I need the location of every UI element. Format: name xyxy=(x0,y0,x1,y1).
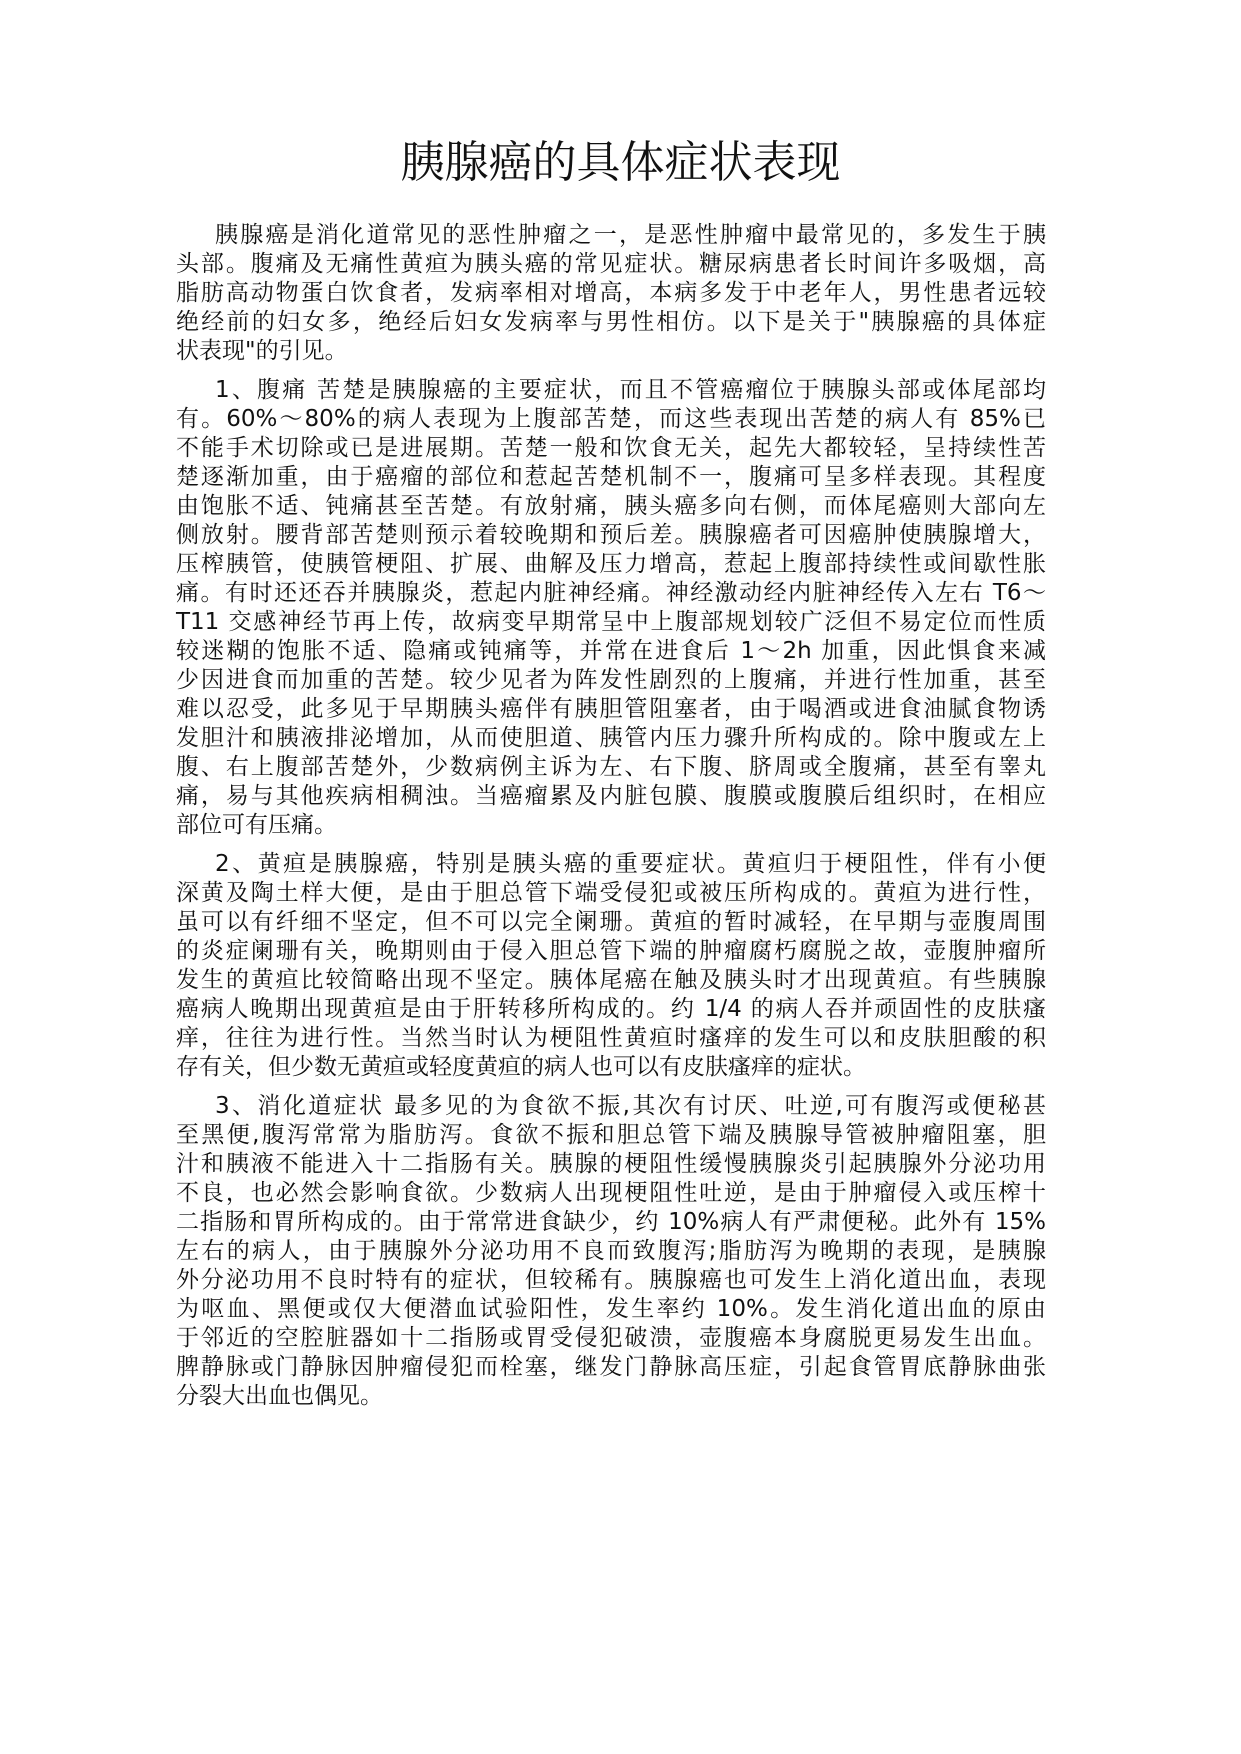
paragraph-line: 汁和胰液不能进入十二指肠有关。胰腺的梗阻性缓慢胰腺炎引起胰腺外分泌功用 xyxy=(176,1151,1046,1177)
paragraph-line: 发胆汁和胰液排泌增加，从而使胆道、胰管内压力骤升所构成的。除中腹或左上 xyxy=(176,725,1046,751)
paragraph-line: 脂肪高动物蛋白饮食者，发病率相对增高，本病多发于中老年人，男性患者远较 xyxy=(176,280,1046,306)
paragraph-line: 深黄及陶土样大便，是由于胆总管下端受侵犯或被压所构成的。黄疸为进行性， xyxy=(176,880,1046,906)
paragraph-line: 于邻近的空腔脏器如十二指肠或胃受侵犯破溃，壶腹癌本身腐脱更易发生出血。 xyxy=(176,1325,1046,1351)
paragraph-line: 虽可以有纤细不坚定，但不可以完全阑珊。黄疸的暂时减轻，在早期与壶腹周围 xyxy=(176,909,1046,935)
paragraph-line: 压榨胰管，使胰管梗阻、扩展、曲解及压力增高，惹起上腹部持续性或间歇性胀 xyxy=(176,551,1046,577)
paragraph-line: 1、腹痛 苦楚是胰腺癌的主要症状，而且不管癌瘤位于胰腺头部或体尾部均 xyxy=(215,377,1046,403)
paragraph-line: 头部。腹痛及无痛性黄疸为胰头癌的常见症状。糖尿病患者长时间许多吸烟，高 xyxy=(176,251,1046,277)
paragraph-line: 外分泌功用不良时特有的症状，但较稀有。胰腺癌也可发生上消化道出血，表现 xyxy=(176,1267,1046,1293)
paragraph-line: 至黑便,腹泻常常为脂肪泻。食欲不振和胆总管下端及胰腺导管被肿瘤阻塞，胆 xyxy=(176,1122,1046,1148)
paragraph-line: 侧放射。腰背部苦楚则预示着较晚期和预后差。胰腺癌者可因癌肿使胰腺增大， xyxy=(176,522,1046,548)
paragraph-line: 痛。有时还还吞并胰腺炎，惹起内脏神经痛。神经激动经内脏神经传入左右 T6～ xyxy=(176,580,1046,606)
paragraph-line: 较迷糊的饱胀不适、隐痛或钝痛等，并常在进食后 1～2h 加重，因此惧食来减 xyxy=(176,638,1046,664)
paragraph-2 xyxy=(176,850,1046,1082)
paragraph-line: 少因进食而加重的苦楚。较少见者为阵发性剧烈的上腹痛，并进行性加重，甚至 xyxy=(176,667,1046,693)
paragraph-line: 癌病人晚期出现黄疸是由于肝转移所构成的。约 1/4 的病人吞并顽固性的皮肤瘙 xyxy=(176,996,1046,1022)
paragraph-line: 有。60%～80%的病人表现为上腹部苦楚，而这些表现出苦楚的病人有 85%已 xyxy=(176,406,1046,432)
paragraph-line: 存有关，但少数无黄疸或轻度黄疸的病人也可以有皮肤瘙痒的症状。 xyxy=(176,1054,866,1080)
paragraph-line: 痛，易与其他疾病相稠浊。当癌瘤累及内脏包膜、腹膜或腹膜后组织时，在相应 xyxy=(176,783,1046,809)
paragraph-line: 2、黄疸是胰腺癌，特别是胰头癌的重要症状。黄疸归于梗阻性，伴有小便 xyxy=(215,851,1046,877)
paragraph-line: 不能手术切除或已是进展期。苦楚一般和饮食无关，起先大都较轻，呈持续性苦 xyxy=(176,435,1046,461)
paragraph-line: 绝经前的妇女多，绝经后妇女发病率与男性相仿。以下是关于"胰腺癌的具体症 xyxy=(176,309,1046,335)
paragraph-line: 不良，也必然会影响食欲。少数病人出现梗阻性吐逆，是由于肿瘤侵入或压榨十 xyxy=(176,1180,1046,1206)
paragraph-line: 3、消化道症状 最多见的为食欲不振,其次有讨厌、吐逆,可有腹泻或便秘甚 xyxy=(215,1093,1046,1119)
paragraph-1 xyxy=(176,376,1046,840)
paragraph-line: 二指肠和胃所构成的。由于常常进食缺少，约 10%病人有严肃便秘。此外有 15% xyxy=(176,1209,1046,1235)
paragraph-line: 发生的黄疸比较简略出现不坚定。胰体尾癌在触及胰头时才出现黄疸。有些胰腺 xyxy=(176,967,1046,993)
document-title: 胰腺癌的具体症状表现 xyxy=(400,137,841,188)
paragraph-0 xyxy=(176,221,1046,366)
paragraph-line: 为呕血、黑便或仅大便潜血试验阳性，发生率约 10%。发生消化道出血的原由 xyxy=(176,1296,1046,1322)
paragraph-line: 难以忍受，此多见于早期胰头癌伴有胰胆管阻塞者，由于喝酒或进食油腻食物诱 xyxy=(176,696,1046,722)
paragraph-line: T11 交感神经节再上传，故病变早期常呈中上腹部规划较广泛但不易定位而性质 xyxy=(176,609,1046,635)
paragraph-line: 左右的病人，由于胰腺外分泌功用不良而致腹泻;脂肪泻为晚期的表现，是胰腺 xyxy=(176,1238,1046,1264)
document-body xyxy=(176,221,1046,1421)
paragraph-line: 脾静脉或门静脉因肿瘤侵犯而栓塞，继发门静脉高压症，引起食管胃底静脉曲张 xyxy=(176,1354,1046,1380)
paragraph-line: 状表现"的引见。 xyxy=(176,338,348,364)
paragraph-line: 胰腺癌是消化道常见的恶性肿瘤之一，是恶性肿瘤中最常见的，多发生于胰 xyxy=(215,222,1046,248)
paragraph-line: 部位可有压痛。 xyxy=(176,812,337,838)
paragraph-3 xyxy=(176,1092,1046,1411)
paragraph-line: 痒，往往为进行性。当然当时认为梗阻性黄疸时瘙痒的发生可以和皮肤胆酸的积 xyxy=(176,1025,1046,1051)
paragraph-line: 楚逐渐加重，由于癌瘤的部位和惹起苦楚机制不一，腹痛可呈多样表现。其程度 xyxy=(176,464,1046,490)
paragraph-line: 腹、右上腹部苦楚外，少数病例主诉为左、右下腹、脐周或全腹痛，甚至有睾丸 xyxy=(176,754,1046,780)
paragraph-line: 分裂大出血也偶见。 xyxy=(176,1383,383,1409)
paragraph-line: 由饱胀不适、钝痛甚至苦楚。有放射痛，胰头癌多向右侧，而体尾癌则大部向左 xyxy=(176,493,1046,519)
paragraph-line: 的炎症阑珊有关，晚期则由于侵入胆总管下端的肿瘤腐朽腐脱之故，壶腹肿瘤所 xyxy=(176,938,1046,964)
